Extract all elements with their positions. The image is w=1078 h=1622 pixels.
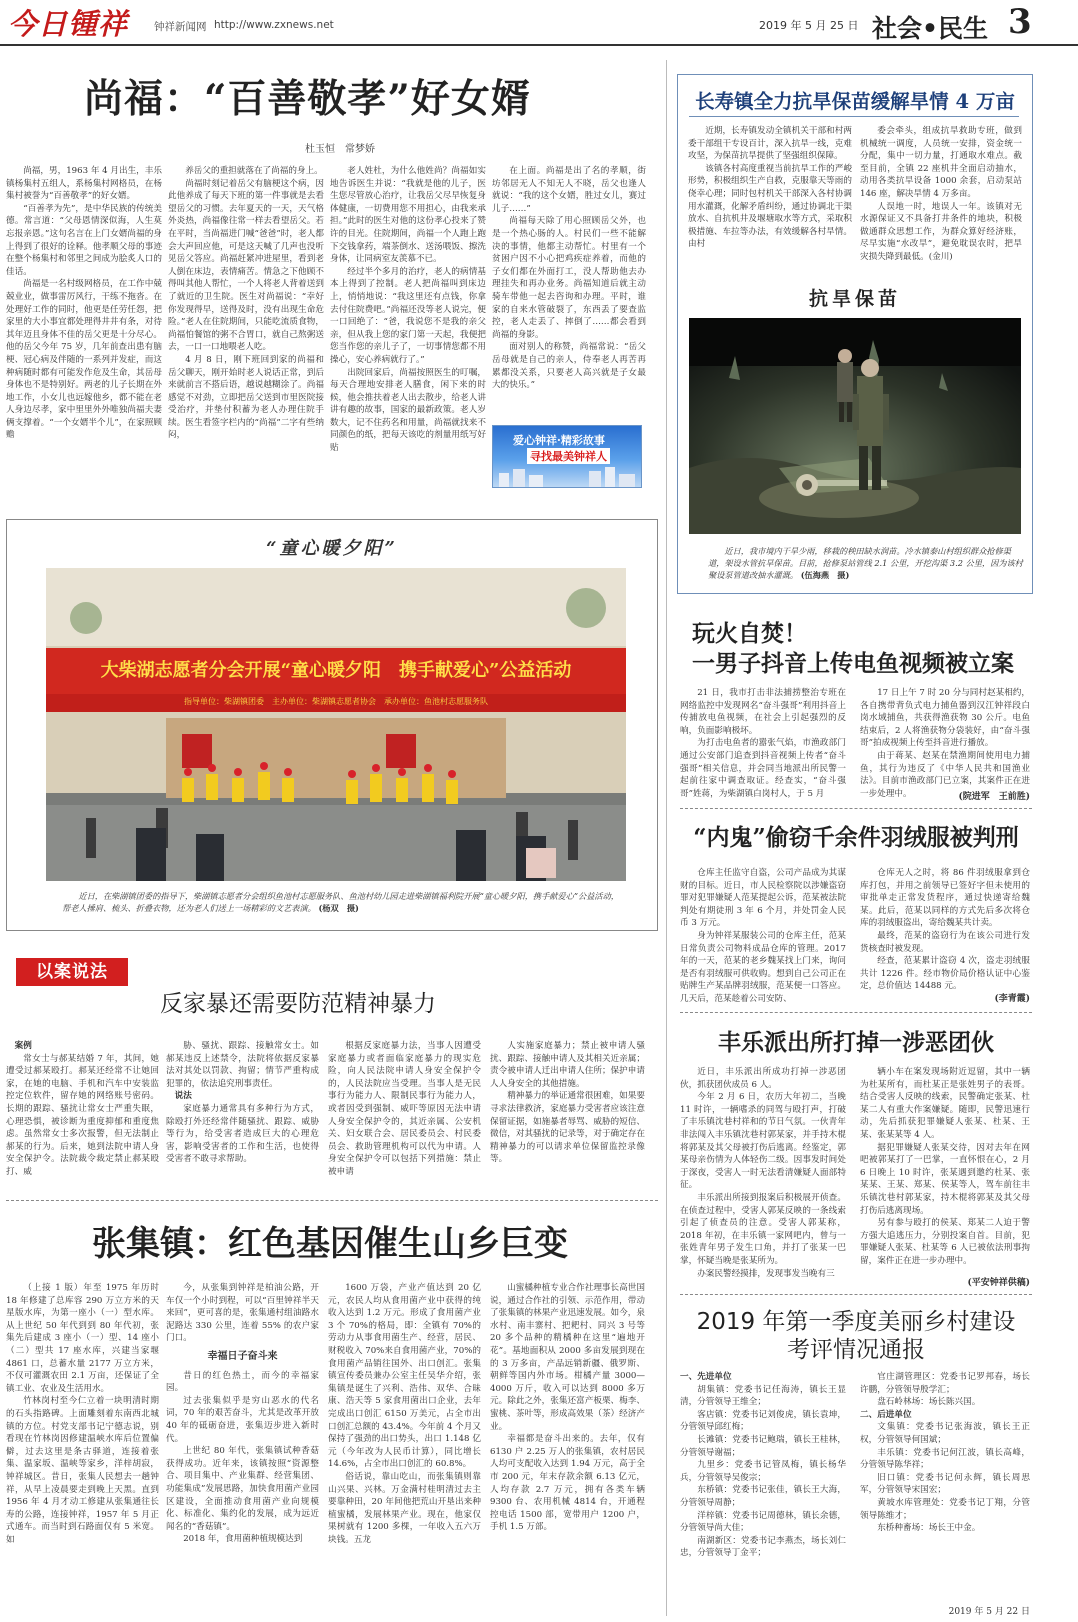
paragraph: 21 日，我市打击非法捕捞整治专班在网络监控中发现网名“奋斗强哥”利用抖音上传捕放电鱼视频，在社会上引起强烈的反响，负面影响极坏。 [680, 688, 846, 736]
masthead-url[interactable]: http://www.zxnews.net [214, 19, 334, 31]
article-paichusuo-credit: (平安钟祥供稿) [967, 1278, 1030, 1288]
paragraph: “百善孝为先”，是中华民族的传统美德。常言道：“父母恩情深似海，人生莫忘报亲恩。”这句名言在上门女婿尚福的身上得到了很好的诠释。他孝顺父母的事迹在整个杨集村和邻里之间成为脍炙人口的佳话。 [6, 203, 162, 277]
paragraph: 4 月 8 日，刚下班回到家的尚福和岳父聊天，刚开始时老人说话正常，到后来就前言不搭后语，越说越糊涂了。尚福感觉不对劲，立即把岳父送到市里医院接受治疗，并垫付积蓄为老人办理住院手续。医生看签字栏内的“尚福”二字有些纳闷， [168, 354, 324, 441]
paragraph: 长滩镇：党委书记鲍瑞，镇长王桂林，分管领导谢福； [680, 1434, 846, 1458]
paragraph: 精神暴力的举证通常很困难，如果要寻求法律救济，家庭暴力受害者应该注意保留证据，如施暴者辱骂、威胁的短信、微信，对其骚扰的记录等，对于确定存在精神暴力的可以请求单位保留监控录像等。 [490, 1091, 645, 1165]
paragraph: 在上面。尚福是出了名的孝顺，街坊邻居无人不知无人不晓，岳父也逢人就说：“我的这个女婿，胜过女儿，赛过儿子……” [492, 166, 646, 214]
divider [6, 1200, 658, 1201]
article-fire-credit: (院进军 王前胜) [958, 792, 1030, 802]
article-jiabao-col-3 [328, 1040, 481, 1188]
paragraph: 辆小车在案发现场附近逗留，其中一辆为杜某所有，而杜某正是张姓男子的表哥。结合受害人反映的线索，民警确定张某、杜某二人有重大作案嫌疑。随即，民警迅速行动，先后抓获犯罪嫌疑人张某、杜某、王某、张某某等 4 人。 [860, 1067, 1030, 1140]
article-kanghan-headline: 长寿镇全力抗旱保苗缓解旱情 4 万亩 [695, 90, 1015, 113]
article-paichusuo-headline: 丰乐派出所打掉一涉恶团伙 [718, 1029, 994, 1056]
tongxin-sub-banner: 指导单位：柴湖镇团委 主办单位：柴湖镇志愿者协会 承办单位：鱼池村志愿服务队 [184, 697, 488, 706]
paragraph: 家庭暴力通常具有多种行为方式，除殴打外还经常伴随骚扰、跟踪、威胁等行为，给受害者造成巨大的心理危害，影响受害者的工作和生活，也使得受害者不敢寻求帮助。 [166, 1103, 319, 1165]
story-banner[interactable] [492, 425, 642, 488]
paragraph: 客店镇：党委书记刘俊虎，镇长袁坤，分管领导邱红梅； [680, 1409, 846, 1433]
paragraph: 南湖新区：党委书记李燕杰，场长刘仁忠，分管领导丁金平； [680, 1535, 846, 1559]
masthead-rule [0, 44, 1078, 46]
article-fire-headline-2: 一男子抖音上传电鱼视频被立案 [692, 650, 1014, 677]
divider [680, 1294, 1032, 1295]
paragraph: 经过半个多月的治疗，老人的病情基本上得到了控制。老人把尚福叫到床边上，悄悄地说：“我这里还有点钱，你拿去付住院费吧。”尚福还没等老人说完，便一口回绝了：“爸，我说您不是我的亲父亲，但从我上您的家门第一天起，我便把您当作您的亲儿子了，一切事情您都不用操心，安心养病就行了。” [330, 266, 486, 365]
paragraph: 上世纪 80 年代，张集镇试种香菇获得成功。近年来，该镇按照“资源整合、项目集中、产业集群、经营集团、功能集成”发展思路，加快食用菌产业园区建设，全面推动食用菌产业向规模化、标准化、集约化的发展，成为远近闻名的“香菇镇”。 [166, 1446, 319, 1532]
paragraph: 由于蒋某、赵某在禁渔期间使用电力捕鱼，其行为违反了《中华人民共和国渔业法》。目前市渔政部门已立案，其案件正在进一步处理中。 [860, 750, 1030, 799]
tongxin-caption [62, 890, 622, 922]
page-number: 3 [1008, 2, 1032, 42]
paragraph: 山蜜橘种植专业合作社理事长高世国说，通过合作社的引领、示范作用，带动了张集镇的林果产业迅速发展。如今，泉水村、南丰寨村、把耙村、同兴 3 号等 20 多个品种的精橘种在这里“遍地开花”。基地面积从 2000 多亩发展到现在的 3 万多亩，产品远销新疆、俄罗斯、朝鲜等国内外市场。柑橘产量 3000—4000 万斤，收入可以达到 8000 多万元。除此之外，张集还富产板栗、梅李、蜜桃、茶叶等，形成高效果（茶）经济产业。 [490, 1283, 645, 1432]
article-yurongfu-credit: (李青霞) [994, 994, 1030, 1004]
article-fire-col-1 [680, 687, 846, 801]
banner-line-2: 寻找最美钟祥人 [527, 448, 610, 464]
paragraph: 为打击电鱼者的嚣张气焰，市渔政部门通过公安部门追查到抖音视频上传者“奋斗强哥”相关信息，并会同当地派出所民警一起前往家中调查取证。经查实，“奋斗强哥”姓蒋，为柴湖镇白岗村人，于 5 月 [680, 738, 846, 799]
paragraph: 胁、骚扰、跟踪、接触常女士。如郝某违反上述禁令，法院将依据反家暴法对其处以罚款、拘留；情节严重构成犯罪的，依法追究刑事责任。 [166, 1041, 319, 1089]
paragraph: 尚福，男，1963 年 4 月出生，丰乐镇杨集村五组人，系杨集村网格员，在杨集村被誉为“百善敬孝”的好女婿。 [6, 166, 162, 202]
article-zhangji-col-1 [6, 1282, 159, 1618]
article-xiangcun-headline-2: 考评情况通报 [787, 1337, 925, 1363]
article-xiangcun-headline-1: 2019 年第一季度美丽乡村建设 [696, 1309, 1016, 1335]
paragraph: 老人姓杜，为什么他姓尚？尚福如实地告诉医生并说：“我就是他的儿子，医生您尽管放心治疗，让我岳父尽早恢复身体健康，一切费用您不用担心，由我来承担。”此时的医生对他的这份孝心投来了赞许的目光。住院期间，尚福一个人跑上跑下交钱拿药，端茶倒水、送汤喂饭、擦洗身体，让同病室友羡慕不已。 [330, 166, 486, 265]
paragraph: 盘石岭林场：场长陈兴国。 [877, 1397, 981, 1408]
paragraph: 尚福是一名村级网格员，在工作中兢兢业业，做事雷厉风行，干练不拖沓。在处理好工作的同时，他更是任劳任怨，把家里的大小事宜都处理得井井有条，对待其年迈且身体不佳的岳父更是十分尽心。他的岳父今年 75 岁，几年前查出患有脑梗、冠心病及伴随的一系列并发症，而这种病随时都有可能发作危及生命，其岳母身体也不是特别好。两老的儿子长期在外地工作，小女儿也远嫁他乡，都不能在老人身边尽孝，家中里里外外唯独尚福夫妻俩支撑着。“一个女婿半个儿”，在家照顾赡 [6, 279, 162, 441]
paragraph: 今，从张集到钟祥是柏油公路，开车仅一个小时到程，可以“百里钟祥半天来回”，更可喜的是，张集通村组油路水泥路达 330 公里，连着 55% 的农户家门口。 [166, 1283, 319, 1344]
paragraph: 案例 [14, 1041, 32, 1051]
article-jiabao-col-2 [166, 1040, 319, 1188]
paragraph: 养岳父的重担就落在了尚福的身上。 [185, 166, 323, 176]
tongxin-caption-text: 近日，在柴湖镇团委的指导下，柴湖镇志愿者分会组织鱼池村志愿服务队、鱼池村幼儿园走进柴湖镇福利院开展“童心暖夕阳，携手献爱心”公益活动，帮老人捶肩、梳头、折叠衣物，还为老人们送上一场精彩的文艺表演。 [62, 891, 619, 913]
article-xiangcun-date: 2019 年 5 月 22 日 [948, 1607, 1030, 1617]
paragraph: 俗话说，靠山吃山，而张集镇则靠山兴果、兴林。万金满村桂明清过去主要靠种田，20 年间他把荒山开垦出来种植蜜橘，发展林果产业。现在，他家仅果树就有 1200 多棵，一年收入五六万块钱。五龙 [328, 1471, 481, 1545]
kanghan-headline-rule [689, 116, 1019, 117]
article-zhangji-col-3 [328, 1282, 481, 1618]
paragraph: 旧口镇：党委书记何永辉，镇长周思军，分管领导宋国宏； [860, 1472, 1030, 1496]
divider [680, 808, 1032, 809]
paragraph: 1600 万袋，产业产值达到 20 亿元，农民人均从食用菌产业中获得的纯收入达到 1.2 万元。形成了食用菌产业 3 个 70%的格局，即：全镇有 70%的劳动力从事食用菌生产、经营，居民、财税收入 70%来自食用菌产业，70%的食用菌产品销往国外、出口创汇。张集镇宣传委员兼办公室主任吴华介绍，张集镇是诞生了兴利、浩伟、双华、合昧康、浩天等 5 家食用菌出口企业，去年完成出口创汇 6150 万美元，占全市出口创汇总额的 43.4%。今年前 4 个月又保持了强劲的出口势头，出口 1.148 亿元（今年改为人民币计算），同比增长 14.6%，占全市出口创汇的 60.8%。 [328, 1283, 481, 1470]
paragraph: 近日，丰乐派出所成功打掉一涉恶团伙，抓获团伙成员 6 人。 [680, 1067, 846, 1090]
paragraph: 根据反家庭暴力法，当事人因遭受家庭暴力或者面临家庭暴力的现实危险，向人民法院申请人身安全保护令的，人民法院应当受理。当事人是无民事行为能力人、限制民事行为能力人，或者因受到强制、威吓等原因无法申请人身安全保护令的，其近亲属、公安机关、妇女联合会、居民委员会、村民委员会、救助管理机构可以代为申请。人身安全保护令可以包括下列措施：禁止被申请 [328, 1041, 481, 1177]
article-shangfu-col-3 [330, 165, 486, 505]
paragraph: 另有参与殴打的侯某、郑某二人迫于警方强大追逃压力，分别投案自首。目前，犯罪嫌疑人张某、杜某等 6 人已被依法刑事拘留，案件正在进一步办理中。 [860, 1218, 1030, 1266]
paragraph: 近期，长寿镇发动全镇机关干部和村两委干部组干专设百计，深入抗旱一线，克难攻坚，为保苗抗旱提供了坚强组织保障。 [688, 126, 852, 162]
article-kanghan-col-2 [860, 125, 1022, 273]
paragraph: 丰乐镇：党委书记何江波，镇长高峰，分管领导陈华祥； [860, 1447, 1030, 1471]
article-yurongfu-col-1 [680, 867, 846, 1004]
tongxin-title: “童心暖夕阳” [266, 538, 398, 559]
divider [680, 1012, 1032, 1013]
article-shangfu-col-2 [168, 165, 324, 505]
paragraph: 幸福日子奋斗来 [207, 1350, 278, 1362]
paragraph: 竹林岗村至今仁立着一块明清时期的石头指路碑。上面雕刻着东南西北城镇的方位。村党支部书记宁德志说，别看现在竹林岗因修建温峡水库后位置偏僻，过去这里是条古驿道，连接着张集、温家坂、温峡等家乡，洋梓胡寂，钟祥城区。昔日，张集人民想去一趟钟祥，从早上凌晨要走到晚上天黑。直到 1956 年 4 月才动工修建从张集通往长寿的公路，连接钟祥，1957 年 5 月正式通车。而当时到石路面仅有 5 米宽。如 [6, 1396, 159, 1545]
paragraph: 幸福都是奋斗出来的。去年，仅有 6130 户 2.25 万人的张集镇，农村居民人均可支配收入达到 1.94 万元，高于全市 200 元，年末存款余额 6.13 亿元，人均存款 2.7 万元，拥有各类车辆 9300 台、农用机械 4814 台，开通程控电话 1500 部，宽带用户 1200 户，手机 1.5 万部。 [490, 1434, 645, 1533]
paragraph: 最终，范某的盗窃行为在该公司进行发货核查时被发现。 [860, 930, 1030, 954]
paragraph: 仓库主任监守自盗，公司产品成为其谋财的目标。近日，市人民检察院以涉嫌盗窃罪对犯罪嫌疑人范某提起公诉，范某被法院判处有期徒刑 3 年 6 个月，并处罚金人民币 3 万元。 [680, 868, 846, 929]
section-title: 社会•民生 [872, 14, 988, 43]
article-shangfu-headline: 尚福：“百善敬孝”好女婿 [84, 76, 531, 122]
kanghan-photo-credit: (伍海燕 摄) [800, 570, 850, 580]
banner-skyline [493, 465, 643, 487]
paragraph: （上接 1 版）年至 1975 年历时 18 年修建了总库容 290 万立方米的天星版水库，为第一座小（一）型水库。从上世纪 50 年代到到 80 年代初，张集先后建成 3 座小（一）型、14 座小（二）型共 17 座水库，兴建当家堰 4861 口，总蓄水量 2177 万立方米，不仅可灌溉农田 2.1 万亩，还保证了全镇工业、农业及生活用水。 [6, 1283, 159, 1394]
tongxin-banner-text: 大柴湖志愿者分会开展“童心暖夕阳 携手献爱心”公益活动 [100, 660, 572, 681]
paragraph: 过去张集似乎是穷山恶水的代名词，70 年的艰苦奋斗，尤其是改革开放 40 年的砥砺奋进，张集迈步进入新时代。 [166, 1395, 319, 1444]
article-yurongfu-headline: “内鬼”偷窃千余件羽绒服被判刑 [693, 824, 1019, 851]
paragraph: 仓库无人之时，将 86 件羽绒服拿到仓库打包，并用之前领导已签好字但未使用的审批单走正常发货程序，通过快递寄给魏某。此后，范某以同样的方式先后多次将仓库的羽绒服盗出，寄给魏某共计卖。 [860, 868, 1030, 929]
tongxin-photo [46, 568, 626, 881]
case-tag: 以案说法 [16, 958, 128, 986]
article-jiabao-headline: 反家暴还需要防范精神暴力 [160, 991, 436, 1017]
paragraph: 人实施家庭暴力；禁止被申请人骚扰、跟踪、接触申请人及其相关近亲属；责令被申请人迁出申请人住所；保护申请人人身安全的其他措施。 [490, 1041, 645, 1089]
article-xiangcun-col-2 [860, 1371, 1030, 1599]
paragraph: 2018 年，食用菌种植规模达到 [183, 1534, 303, 1545]
paragraph: 据犯罪嫌疑人张某交待，因对去年在网吧被郭某打了一巴掌，一直怀恨在心，2 月 6 日晚上 10 时许，张某遇到邀约杜某、张某某、王某、郑某、侯某等人，驾车前往丰乐镇沈巷村郭某家，持木棍将郭某及其父母打伤后逃离现场。 [860, 1142, 1030, 1216]
kanghan-caption [708, 545, 1024, 585]
paragraph: 常女士与郝某结婚 7 年，其间，她遭受过郝某殴打。郝某还经常不让她回家，在她的电脑、手机和汽车中安装监控定位软件，留存她的网络账号密码。长期的跟踪、骚扰让常女士严重失眠，心理恐惧，被诊断为重度抑郁和重度焦虑。虽然常女士多次报警，但无法制止郝某的行为。后来，她到法院申请人身安全保护令。法院裁令裁定禁止郝某殴打、威 [6, 1053, 159, 1177]
paragraph: 丰乐派出所接到报案后积极展开侦查。在侦查过程中，受害人郭某反映的一条线索引起了侦查员的注意。受害人郭某称，2018 年初，在丰乐镇一家网吧内，曾与一张姓青年男子发生口角，并打了张某一巴掌，怀疑当晚是张某所为。 [680, 1192, 846, 1266]
banner-line-1: 爱心钟祥·精彩故事 [513, 434, 605, 447]
article-kanghan-col-1 [688, 125, 852, 273]
article-shangfu-col-4 [492, 165, 646, 420]
masthead-date: 2019 年 5 月 25 日 [759, 19, 859, 32]
paragraph: 胡集镇：党委书记任海涛，镇长王显清，分管领导王维全； [680, 1384, 846, 1408]
article-fire-headline-1: 玩火自焚！ [692, 620, 807, 647]
paragraph: 尚福时刻记着岳父有脑梗这个病，因此他养成了每天下班的第一件事就是去看望岳父的习惯。去年夏天的一天，天气格外炎热，尚福像往常一样去看望岳父。若在平时，当尚福进门喊“爸爸”时，老人都会大声回应他，可是这天喊了几声也没听见岳父答应。尚福赶紧冲进屋里，看到老人倒在床边，表情痛苦。情急之下他顾不得叫其他人帮忙，一个人将老人背着送到了就近的卫生院。医生对尚福说：“幸好你发现得早，送得及时，没有出现生命危险。”老人在住院期间，只能吃流质食物，尚福怕餐馆的粥不合胃口，就自己熬粥送去，一口一口地喂老人吃。 [168, 178, 324, 353]
article-xiangcun-col-1 [680, 1371, 846, 1617]
paragraph: 说法 [174, 1091, 192, 1102]
article-shangfu-byline: 杜玉恒 常梦娇 [305, 144, 375, 155]
paragraph: 东桥镇：党委书记张佳，镇长王大海，分管领导周静； [680, 1485, 846, 1508]
paragraph: 东桥种畜场：场长王中金。 [877, 1523, 981, 1534]
paragraph: 面对别人的称赞，尚福常说：“岳父岳母就是自己的亲人，侍奉老人再苦再累都没关系，只要老人高兴就是子女最大的快乐。” [492, 342, 646, 391]
paragraph: 昔日的红色热土，而今的幸福家园。 [166, 1370, 319, 1394]
paragraph: 九里乡：党委书记管凤梅，镇长杨华兵，分管领导吴俊宗； [680, 1460, 846, 1483]
paragraph: 黄坡水库管理处：党委书记丁翔，分管领导陈维才； [860, 1497, 1030, 1521]
paragraph: 出院回家后，尚福按照医生的叮嘱，每天合理地安排老人膳食，闲下来的时候，他会推扶着老人出去散步，给老人讲讲有趣的故事，国家的最新政策。老人岁数大，记不住药名和用量，尚福就找来不同颜色的纸，把每天该吃的剂量用纸写好贴 [330, 367, 486, 454]
kanghan-caption-text: 近日，我市境内干旱少雨，移栽的秧田缺水润苗。冷水镇泰山村组织群众抢修渠道，架设水管抗旱保苗。目前，抢修泵站管线 2.1 公里，开挖沟渠 3.2 公里，因为该村聚设泵管道改抽水灌溉。 [708, 546, 1023, 580]
paragraph: 官庄湖管理区：党委书记罗邦春，场长许鹏，分管领导殷学汇； [860, 1372, 1030, 1395]
paragraph: 经查，范某累计盗窃 4 次，盗走羽绒服共计 1226 件。经市物价局价格认证中心鉴定，总价值达 14488 元。 [860, 956, 1030, 992]
paragraph: 委会牵头，组成抗旱救助专班，做到机械统一调度，人员统一安排，资金统一分配，集中一切力量，打通取水难点。截至目前，全镇 22 座机井全面启动抽水，动用各类抗旱设备 1000 余套，启动泵站 146 座，解决旱情 4 万多亩。 [860, 126, 1022, 199]
article-zhangji-col-4 [490, 1282, 645, 1618]
paragraph: 该镇各村高度重视当前抗旱工作的严峻形势，积极组织生产自救，克服靠天等雨的侥幸心理；同时包村机关干部深入各村协调用水灌溉，化解矛盾纠纷，通过协调北干渠放水、自抗机井及堰塘取水等方式，采取积极措施、车拉等办法，有效缓解各村旱情。由村 [688, 163, 852, 250]
paragraph: 17 日上午 7 时 20 分与同村赵某相约，各自携带背负式电力捕鱼器到汉江钟祥段白岗水域捕鱼，共获得渔获物 30 公斤。电鱼结束后，2 人将渔获物分袋装好，由“奋斗强哥”拍成视频上传至抖音进行播放。 [860, 688, 1030, 749]
paragraph: 一、先进单位 [680, 1372, 732, 1382]
article-jiabao-col-1 [6, 1040, 159, 1188]
paragraph: 人误地一时，地误人一年。该镇对无水源保证又不具备打井条件的地块，积极做通群众思想工作，为群众算好经济账，尽早实施“水改旱”，避免耽误农时，把旱灾损失降到最低。(金川) [860, 201, 1022, 262]
kanghan-photo [689, 318, 1021, 534]
paragraph: 尚福每天除了用心照顾岳父外，也是一个热心肠的人。村民们一些不能解决的事情，他都主动帮忙。村里有一个贫困户因不小心把鸡疾症养着，而他的子女们都在外面打工，没人帮助他去办理挂失和再办业务。尚福知道后就主动骑车带他一起去咨询和办理。平时，谁家的自来水管破裂了，东西丢了要查监控，老人走丢了、摔倒了……都会看到尚福的身影。 [492, 216, 646, 340]
article-zhangji-col-2 [166, 1282, 319, 1618]
paragraph: 今年 2 月 6 日，农历大年初二，当晚 11 时许，一辆嗜杀的同驾与殴打声，打破了丰乐镇沈巷村祥和的节日气氛。一伙青年非法闯入丰乐镇沈巷村郭某家，并手持木棍将郭某及其父母被打伤后逃离。经鉴定，郭某母亲伤情为人体轻伤二级。因事发时间处于深夜，受害人一时无法看清嫌疑人面部特征。 [680, 1092, 846, 1191]
paragraph: 洋梓镇：党委书记周德林，镇长余德，分管领导尚大佳； [680, 1510, 846, 1534]
article-paichusuo-col-2 [860, 1066, 1030, 1274]
article-paichusuo-col-1 [680, 1066, 846, 1288]
masthead-site-name: 钟祥新闻网 [154, 21, 207, 33]
paragraph: 身为钟祥某服装公司的仓库主任，范某日常负责公司物料成品仓库的管理。2017 年的一天，范某的老乡魏某找上门来，询问是否有羽绒服可供收购。想到自己公司正在贴牌生产某品牌羽绒服，范某便一口答应。几天后，范某趁着公司安防、 [680, 930, 846, 1004]
article-jiabao-col-4 [490, 1040, 645, 1188]
tongxin-photo-credit: (杨双 摄) [318, 903, 359, 913]
article-zhangji-headline: 张集镇：红色基因催生山乡巨变 [92, 1224, 568, 1264]
paragraph: 文集镇：党委书记张海波，镇长王正权，分管领导何国斌； [860, 1422, 1030, 1445]
kanghan-photo-title: 抗旱保苗 [808, 288, 901, 310]
paragraph: 二、后进单位 [860, 1409, 912, 1420]
masthead [0, 0, 1078, 44]
column-separator [666, 60, 667, 1616]
article-yurongfu-col-2 [860, 867, 1030, 992]
masthead-logo: 今日锺祥 [8, 7, 129, 41]
article-shangfu-col-1 [6, 165, 162, 505]
paragraph: 办案民警经摸排，发现事发当晚有三 [697, 1268, 835, 1279]
